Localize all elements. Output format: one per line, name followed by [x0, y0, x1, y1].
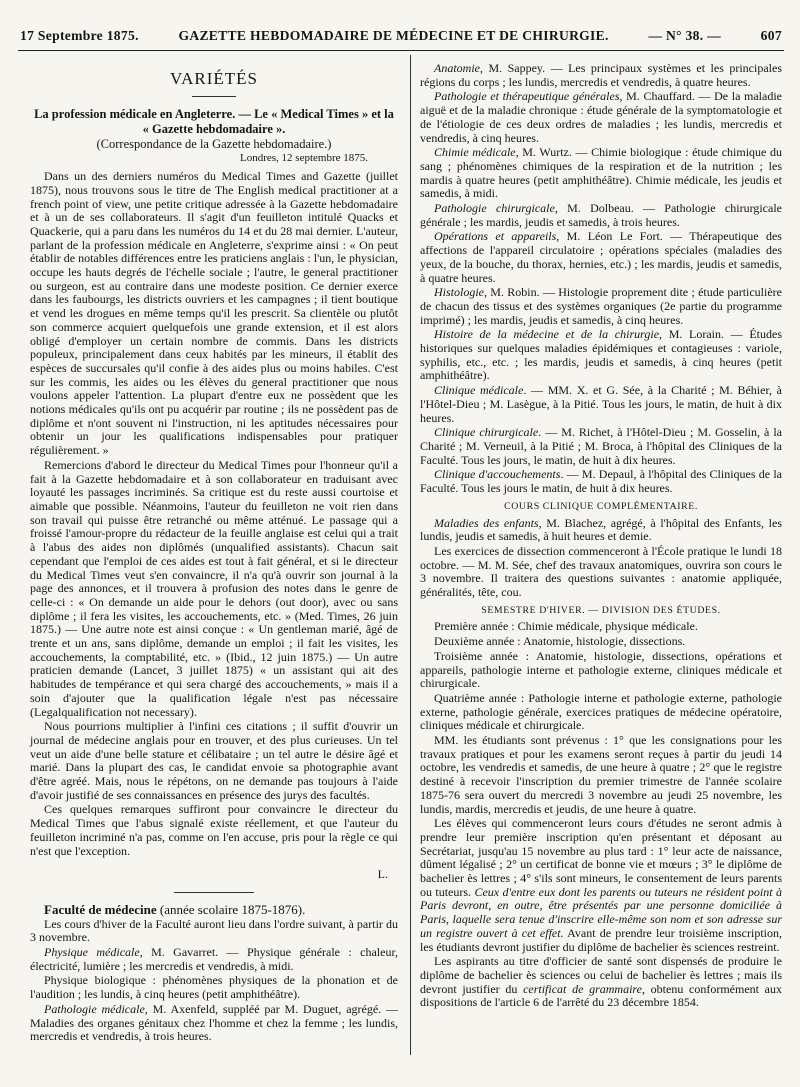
course-entry: [30, 1003, 398, 1044]
course-subject: Maladies des enfants: [434, 515, 539, 530]
course-subject: Pathologie chirurgicale: [434, 201, 555, 216]
header-issue: — N° 38. —: [648, 28, 722, 43]
course-entry: [420, 426, 782, 467]
course-subject: Pathologie et thérapeutique générales: [434, 89, 620, 104]
dissection-notice: Les exercices de dissection commenceront à l'École pratique le lundi 18 octobre. — M. M. Sée, chef des travaux anatomiques, ouvrira son cours le 3 novembre. Il traitera des questions suivantes : anatomie appliquée, généralités, tête, cou.: [420, 543, 782, 600]
course-subject: Chimie médicale: [434, 145, 516, 160]
course-entry: [420, 517, 782, 544]
faculte-title: Faculté de médecine: [44, 901, 157, 917]
year-entry: Quatrième année : Pathologie interne et pathologie externe, pathologie externe, pathologie générale, exercices pratiques de médecine opératoire, cliniques médicale et chirurgicale.: [420, 690, 782, 733]
course-subject: Clinique d'accouchements: [434, 467, 561, 482]
section-title: VARIÉTÉS: [170, 69, 258, 88]
course-entry: [420, 328, 782, 383]
article-paragraph: Ces quelques remarques suffiront pour convaincre le directeur du Medical Times que l'abus signalé existe réellement, et que l'auteur du feuilleton incriminé n'a pas, comme on l'en accuse, pris pour la règle ce qui n'est que l'exception.: [30, 802, 398, 858]
enrollment-italic-text: Ceux d'entre eux dont les parents ou tuteurs ne résident point à Paris devront, en outre, être présentés par une personne domiciliée à Paris, laquelle sera tenue d'inscrire elle-même son nom et son adresse sur un registre ouvert à cet effet.: [420, 884, 782, 940]
course-text: , M. Blachez, agrégé, à l'hôpital des Enfants, les lundis, jeudis et samedis, à huit heures et demie.: [420, 515, 782, 544]
section-title-rule: [192, 96, 236, 97]
course-text: , M. Gavarret. — Physique générale : chaleur, électricité, lumière ; les mercredis et vendredis, à midi.: [30, 945, 398, 973]
course-subject: Histoire de la médecine et de la chirurgie: [434, 327, 660, 342]
article-subtitle: (Correspondance de la Gazette hebdomadaire.): [96, 136, 332, 151]
page-header: [20, 28, 782, 48]
header-divider: [18, 50, 784, 51]
course-subject: Opérations et appareils: [434, 229, 557, 244]
header-page-number: 607: [760, 28, 782, 43]
column-divider: [410, 55, 411, 1055]
course-subject: Clinique chirurgicale: [434, 425, 539, 440]
article-title: La profession médicale en Angleterre. — Le « Medical Times » et la « Gazette hebdomadaire ».: [34, 106, 394, 136]
course-entry: [420, 384, 782, 425]
enrollment-text-end: Avant de prendre leur troisième inscription, les étudiants devront justifier du diplôme de bachelier ès sciences restreint.: [420, 925, 782, 954]
article-paragraph: Dans un des derniers numéros du Medical Times and Gazette (juillet 1875), nous trouvons sous le titre de The English medical practitioner at a french point of view, une petite critique adressée à la Gazette hebdomadaire et à un de ses collaborateurs. Il s'agit d'un feuilleton intitulé Quacks et Quackerie, qui a paru dans les numéros du 14 et du 28 mai dernier. L'auteur, parlant de la profession médicale en Angleterre, s'exprime ainsi : « On peut établir de notables différences entre les praticiens anglais : l'un, le physician, occupe les hauts degrés de l'échelle sociale ; l'autre, le general practitioner ou surgeon, est au contraire dans une modeste position. Ce dernier exerce dans les faubourgs, les districts ouvriers et les campagnes ; il tient boutique et vend les drogues en même temps qu'il les prescrit. Sa clientèle ou plutôt son commerce acquiert quelquefois une grande extension, et il est alors obligé d'employer un certain nombre de commis. Dans les districts populeux, principalement dans ceux habités par les mineurs, il établit des espèces de succursales qu'il confie à des aides plus ou moins habiles. C'est sur les commis, les aides ou les élèves du general practitioner que nous voulons appeler l'attention. La plupart d'entre eux ne possèdent que les notions médicales qu'ils ont pu acquérir par routine ; ils ne possèdent pas de diplôme et n'ont souvent ni l'instruction, ni les aptitudes nécessaires pour obtenir un jour les qualifications indispensables pour pratiquer régulièrement. »: [30, 169, 398, 458]
left-column: [30, 62, 398, 1045]
course-subject: Pathologie médicale: [44, 1001, 145, 1016]
right-column: [420, 62, 782, 1011]
officier-text-end: , obtenu conformément aux dispositions de l'article 6 de l'arrêté du 23 décembre 1854.: [420, 981, 783, 1010]
enrollment-notice: [420, 817, 782, 954]
year-entry: Troisième année : Anatomie, histologie, dissections, opérations et appareils, pathologie interne et pathologie externe, cliniques médicale et chirurgicale.: [420, 648, 782, 691]
semester-heading: SEMESTRE D'HIVER. — DIVISION DES ÉTUDES.: [481, 604, 721, 616]
course-subject: Physique médicale: [44, 945, 140, 960]
enrollment-text: Les élèves qui commenceront leurs cours d'études ne seront admis à prendre leur première inscription qu'en présentant et déposant au Secrétariat, jusqu'au 15 novembre au plus tard : 1° leur acte de naissance, dûment légalisé ; 2° un certificat de bonne vie et mœurs ; 3° le diplôme de bachelier ès lettres ; 4° s'ils sont mineurs, le consentement de leurs parents ou tuteurs.: [420, 816, 782, 899]
article-paragraph: Remercions d'abord le directeur du Medical Times pour l'honneur qu'il a fait à la Gazette hebdomadaire et à son collaborateur en traduisant avec loyauté les passages incriminés. Sa critique est du reste aussi courtoise et aimable que possible. Néanmoins, l'auteur du feuilleton ne voit rien dans son travail qui puisse être retranché ou même atténué. Le passage qui a froissé l'amour-propre du rédacteur de la feuille anglaise est celui qui a trait à l'abus des aides non diplômés (unqualified assistants). Chacun sait cependant que l'emploi de ces aides est tout à fait général, et si le directeur du Medical Times veut s'en convaincre, il n'a qu'à ouvrir son journal à la page des annonces, et il trouvera à profusion des notes dans le genre de celle-ci : « On demande un aide pour le dehors (out door), avec ou sans diplôme ; il fera les visites, les accouchements, etc. » (Med. Times, 26 juin 1875.) — Une autre note est ainsi conçue : « Un gentleman marié, âgé de trente et un ans, sans diplôme, demande un emploi ; il fait les visites, les accouchements, la comptabilité, etc. » (Ibid., 12 juin 1875.) — Un autre praticien demande (Lancet, 3 juillet 1875) « un assistant qui ait des habitudes de tempérance et qui sera chargé des accouchements, » mais il a soin d'ajouter que la qualification légale n'est pas nécessaire (Legalqualification not necessary).: [30, 457, 398, 719]
student-notice: MM. les étudiants sont prévenus : 1° que les consignations pour les travaux pratiques et pour les examens seront reçues à partir du jeudi 14 octobre, les vendredis et samedis, de une heure à quatre ; 2° que le registre destiné à recevoir l'inscription du premier trimestre de l'année scolaire 1875-76 sera ouvert du mercredi 3 novembre au jeudi 25 novembre, les lundis, mardis, mercredis et jeudis, de une heure à quatre.: [420, 733, 782, 816]
course-subject: Clinique médicale: [434, 383, 524, 398]
header-journal-title: GAZETTE HEBDOMADAIRE DE MÉDECINE ET DE CHIRURGIE.: [178, 28, 609, 43]
course-text: , M. Léon Le Fort. — Thérapeutique des affections de l'appareil circulatoire ; opérations spéciales (maladies des yeux, de la bouche, du thorax, hernies, etc.) ; les mardis, jeudis et samedis, à quatre heures.: [420, 229, 782, 285]
course-text: , M. Chauffard. — De la maladie aiguë et de la maladie chronique : étude générale de la symptomatologie et de l'étiologie de ces deux ordres de maladies ; les lundis, mercredis et vendredis, à cinq heures.: [420, 89, 783, 145]
certificate-name: certificat de grammaire: [523, 981, 642, 996]
complementary-heading: COURS CLINIQUE COMPLÉMENTAIRE.: [504, 500, 698, 512]
course-text: , M. Dolbeau. — Pathologie chirurgicale générale ; les mardis, jeudis et samedis, à trois heures.: [420, 201, 782, 229]
faculte-year: (année scolaire 1875-1876).: [159, 901, 306, 917]
year-entry: Deuxième année : Anatomie, histologie, dissections.: [434, 634, 686, 649]
course-text: , M. Robin. — Histologie proprement dite ; étude particulière de chacun des tissus et des systèmes organiques (2e partie du programme imprimé) ; les mardis, jeudis et samedis, à cinq heures.: [420, 285, 782, 327]
course-text: . — M. Depaul, à l'hôpital des Cliniques de la Faculté. Tous les jours le matin, de huit à dix heures.: [420, 467, 782, 496]
course-text: , M. Axenfeld, suppléé par M. Duguet, agrégé. — Maladies des organes génitaux chez l'homme et chez la femme ; les lundis, mercredis et vendredis, à trois heures.: [30, 1001, 398, 1044]
course-entry: [420, 90, 782, 145]
course-text: Physique biologique : phénomènes physiques de la phonation et de l'audition ; les lundis, à cinq heures (petit amphithéâtre).: [30, 973, 398, 1002]
officier-text: Les aspirants au titre d'officier de santé sont dispensés de produire le diplôme de bachelier ès sciences ou celui de bachelier ès lettres ; mais ils devront justifier du: [420, 954, 782, 996]
course-text: . — M. Richet, à l'Hôtel-Dieu ; M. Gosselin, à la Charité ; M. Verneuil, à la Pitié ; M. Broca, à l'hôpital des Cliniques de la Faculté. Tous les jours, le matin, de huit à dix heures.: [420, 425, 782, 467]
header-date: 17 Septembre 1875.: [20, 28, 139, 43]
course-entry: [420, 468, 782, 495]
course-entry: [420, 230, 782, 285]
course-text: , M. Lorain. — Études historiques sur quelques maladies épidémiques et contagieuses : variole, syphilis, etc., etc. ; les mardis, jeudis et samedis, à cinq heures (petit amphithéâtre).: [420, 327, 782, 383]
year-entry: Première année : Chimie médicale, physique médicale.: [434, 619, 698, 634]
course-text: . — MM. X. et G. Sée, à la Charité ; M. Béhier, à l'Hôtel-Dieu ; M. Lasègue, à la Pitié. Tous les jours, le matin, de huit à dix heures.: [420, 383, 782, 425]
article-signature: L.: [377, 867, 388, 882]
faculte-heading: [30, 903, 398, 917]
course-entry: [30, 946, 398, 973]
officier-notice: [420, 955, 782, 1010]
article-dateline: Londres, 12 septembre 1875.: [240, 152, 368, 165]
course-entry: [420, 62, 782, 89]
course-subject: Histologie: [434, 285, 484, 300]
course-entry: [420, 202, 782, 229]
course-entry: [30, 974, 398, 1001]
course-subject: Anatomie: [434, 61, 480, 75]
article-separator: [174, 892, 254, 893]
course-entry: [420, 146, 782, 201]
article-paragraph: Nous pourrions multiplier à l'infini ces citations ; il suffit d'ouvrir un journal de médecine anglais pour en trouver, et des plus curieuses. Un tel veut un aide d'une belle stature et célibataire ; un tel autre le désire âgé et marié. Dans la plupart des cas, le candidat envoie sa photographie avant d'être agréé. Mais, nous le répétons, on ne demande pas toujours à l'aide d'avoir justifié de ses connaissances en présence des jurys des facultés.: [30, 719, 398, 802]
course-text: , M. Wurtz. — Chimie biologique : étude chimique du sang ; phénomènes chimiques de la respiration et de la nutrition ; les mardis à quatre heures (petit amphithéâtre). Chimie médicale, les jeudis et samedis, à midi.: [420, 145, 782, 201]
course-text: , M. Sappey. — Les principaux systèmes et les principales régions du corps ; les lundis, mercredis et vendredis, à quatre heures.: [420, 61, 782, 89]
course-entry: [420, 286, 782, 327]
faculte-intro: Les cours d'hiver de la Faculté auront lieu dans l'ordre suivant, à partir du 3 novembre.: [30, 916, 398, 945]
